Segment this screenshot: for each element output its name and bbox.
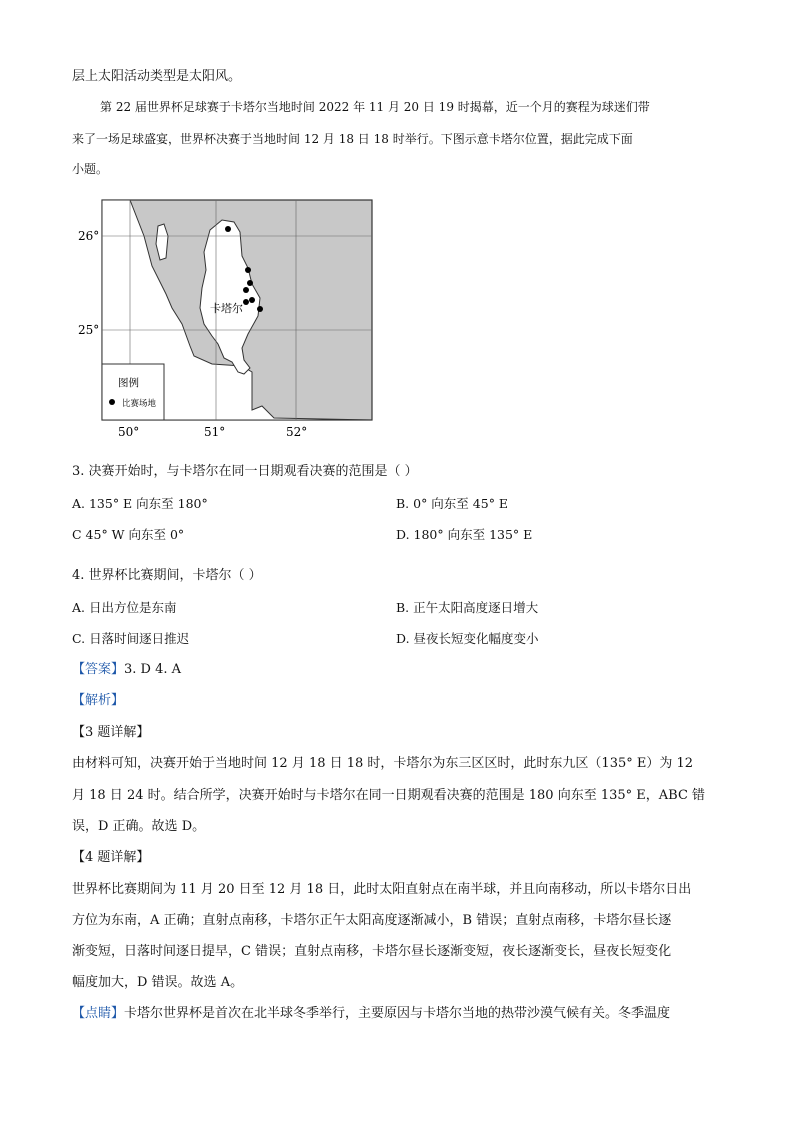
detail3-line-1: 由材料可知，决赛开始于当地时间 12 月 18 日 18 时，卡塔尔为东三区区时，此时东九区（135° E）为 12	[72, 756, 694, 771]
intro-tail: 层上太阳活动类型是太阳风。	[72, 69, 242, 84]
country-label: 卡塔尔	[210, 302, 243, 315]
q4-stem: 4. 世界杯比赛期间，卡塔尔（ ）	[72, 568, 262, 583]
lat-label-25: 25°	[78, 323, 100, 337]
passage-line-3: 小题。	[72, 162, 109, 176]
legend-item-label: 比赛场地	[122, 399, 157, 409]
stadium-point	[225, 226, 231, 232]
answer-row	[72, 661, 181, 679]
stadium-point	[243, 299, 249, 305]
stadium-point	[247, 280, 253, 286]
detail4-line-1: 世界杯比赛期间为 11 月 20 日至 12 月 18 日，此时太阳直射点在南半球，并且向南移动，所以卡塔尔日出	[72, 882, 692, 897]
lon-label-50: 50°	[118, 425, 140, 439]
tip-label: 【点睛】	[72, 1006, 125, 1021]
stadium-point	[257, 306, 263, 312]
q3-option-a: A. 135° E 向东至 180°	[72, 496, 208, 511]
detail4-label: 【4 题详解】	[72, 850, 150, 865]
tip-text: 卡塔尔世界杯是首次在北半球冬季举行，主要原因与卡塔尔当地的热带沙漠气候有关。冬季温度	[124, 1006, 671, 1021]
answer-label: 【答案】	[72, 662, 125, 677]
lon-label-52: 52°	[286, 425, 308, 439]
q3-option-c: C 45° W 向东至 0°	[72, 527, 185, 542]
legend-box	[102, 364, 164, 420]
q4-option-d: D. 昼夜长短变化幅度变小	[396, 631, 539, 646]
stadium-point	[249, 297, 255, 303]
detail3-label: 【3 题详解】	[72, 725, 150, 740]
q4-option-c: C. 日落时间逐日推迟	[72, 631, 190, 646]
lon-label-51: 51°	[204, 425, 226, 439]
q3-stem: 3. 决赛开始时，与卡塔尔在同一日期观看决赛的范围是（ ）	[72, 464, 418, 479]
detail4-line-3: 渐变短，日落时间逐日提早，C 错误；直射点南移，卡塔尔昼长逐渐变短，夜长逐渐变长，昼夜长短变化	[72, 944, 672, 959]
detail4-line-2: 方位为东南，A 正确；直射点南移，卡塔尔正午太阳高度逐渐减小，B 错误；直射点南移，卡塔尔昼长逐	[72, 913, 672, 928]
analysis-label: 【解析】	[72, 693, 125, 708]
q4-option-b: B. 正午太阳高度逐日增大	[396, 600, 539, 615]
tip-row	[72, 1005, 670, 1023]
stadium-point	[243, 287, 249, 293]
stadium-point	[245, 267, 251, 273]
detail4-line-4: 幅度加大，D 错误。故选 A。	[72, 975, 244, 990]
passage-line-1: 第 22 届世界杯足球赛于卡塔尔当地时间 2022 年 11 月 20 日 19 时揭幕，近一个月的赛程为球迷们带	[100, 100, 650, 114]
q3-option-b: B. 0° 向东至 45° E	[396, 496, 509, 511]
passage-line-2: 来了一场足球盛宴，世界杯决赛于当地时间 12 月 18 日 18 时举行。下图示意卡塔尔位置，据此完成下面	[72, 132, 633, 146]
legend-title: 图例	[118, 377, 139, 389]
lat-label-26: 26°	[78, 229, 100, 243]
answer-text: 3. D 4. A	[124, 662, 182, 677]
q4-option-a: A. 日出方位是东南	[72, 600, 177, 615]
detail3-line-3: 误，D 正确。故选 D。	[72, 819, 206, 834]
q3-option-d: D. 180° 向东至 135° E	[396, 527, 533, 542]
detail3-line-2: 月 18 日 24 时。结合所学，决赛开始时与卡塔尔在同一日期观看决赛的范围是 180 向东至 135° E，ABC 错	[72, 788, 706, 803]
qatar-map	[72, 196, 382, 442]
legend-point	[109, 399, 115, 405]
